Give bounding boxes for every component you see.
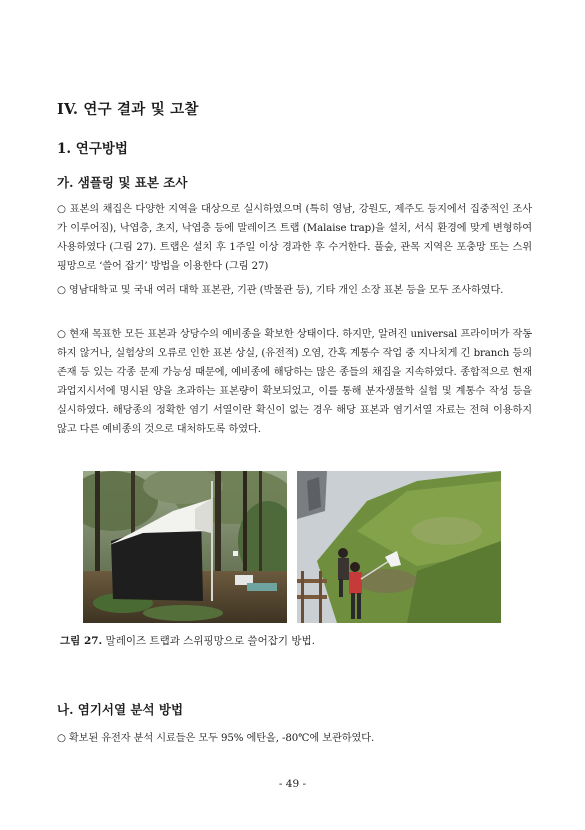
page-number: - 49 - xyxy=(278,778,307,790)
sub-a-title: 가. 샘플링 및 표본 조사 xyxy=(57,175,188,190)
paragraph-storage: ○ 확보된 유전자 분석 시료들은 모두 95% 에탄올, -80℃에 보관하였다. xyxy=(57,733,375,744)
figure-caption-text: 말레이즈 트랩과 스위핑망으로 쓸어잡기 방법. xyxy=(102,635,315,647)
sweeping-net-photo xyxy=(297,471,501,623)
paragraph-status: ○ 현재 목표한 모든 표본과 상당수의 예비종을 확보한 상태이다. 하지만, 알려진 universal 프라이머가 작동하지 않거나, 실험상의 오류로 인한 표본 상실, (유전적) 오염, 간혹 계통수 작업 중 지나치게 긴 branch 등의 존재 등 있는 각종 문제 가능성 때문에, 예비종에 해당하는 많은 종들의 채집을 지속하였다. 종합적으로 현재 과업지시서에 명시된 양을 초과하는 표본량이 확보되었고, 이를 통해 분자생물학 실험 및 계통수 작성 등을 실시하였다. 해당종의 정확한 염기 서열이란 확신이 없는 경우 해당 표본과 염기서열 자료는 전혀 이용하지 않고 다른 예비종의 것으로 대처하도록 하였다. xyxy=(57,329,532,435)
subsection-title: 1. 연구방법 xyxy=(57,141,128,157)
figure-label: 그림 27. xyxy=(60,635,103,647)
paragraph-collection: ○ 표본의 채집은 다양한 지역을 대상으로 실시하였으며 (특히 영남, 강원도, 제주도 등지에서 집중적인 조사가 이루어짐), 낙엽층, 초지, 낙엽층 등에 말레이즈 트랩 (Malaise trap)을 설치, 서식 환경에 맞게 변형하여 사용하였다 (그림 27). 트랩은 설치 후 1주일 이상 경과한 후 수거한다. 풀숲, 관목 지역은 포충망 또는 스위핑망으로 ‘쓸어 잡기’ 방법을 이용한다 (그림 27) xyxy=(57,204,532,272)
section-title: IV. 연구 결과 및 고찰 xyxy=(57,101,199,118)
paragraph-museums: ○ 영남대학교 및 국내 여러 대학 표본관, 기관 (박물관 등), 기타 개인 소장 표본 등을 모두 조사하였다. xyxy=(57,285,504,296)
figure-caption xyxy=(60,633,315,648)
sub-b-title: 나. 염기서열 분석 방법 xyxy=(57,702,184,717)
malaise-trap-photo xyxy=(83,471,287,623)
